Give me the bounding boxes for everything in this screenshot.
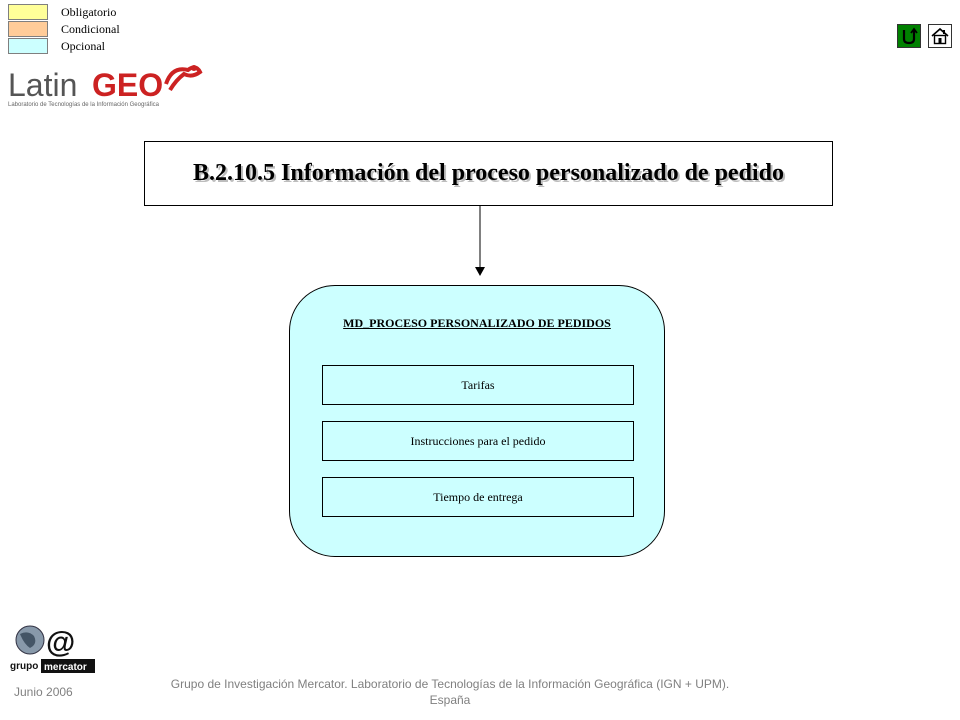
legend-swatch-condicional <box>8 21 48 37</box>
legend-label-condicional: Condicional <box>61 22 120 36</box>
attribute-tarifas[interactable]: Tarifas <box>322 365 634 405</box>
svg-text:grupo: grupo <box>10 661 39 672</box>
legend-swatch-opcional <box>8 38 48 54</box>
attribute-instrucciones-pedido[interactable]: Instrucciones para el pedido <box>322 421 634 461</box>
footer-date: Junio 2006 <box>14 685 73 699</box>
legend-label-obligatorio: Obligatorio <box>61 5 117 19</box>
back-button[interactable] <box>897 24 921 48</box>
footer-credits <box>110 676 790 708</box>
entity-title: MD_PROCESO PERSONALIZADO DE PEDIDOS <box>343 316 611 330</box>
entity-md-proceso-personalizado <box>289 285 665 557</box>
attribute-tiempo-entrega[interactable]: Tiempo de entrega <box>322 477 634 517</box>
svg-text:GEO: GEO <box>92 67 164 103</box>
svg-text:@: @ <box>46 626 76 659</box>
footer-credits-line2: España <box>429 693 471 707</box>
footer-credits-line1: Grupo de Investigación Mercator. Laboratorio de Tecnologías de la Información Geográfica (IGN + UPM). <box>170 677 730 691</box>
svg-text:Latin: Latin <box>8 67 78 103</box>
svg-text:Laboratorio de Tecnologías de: Laboratorio de Tecnologías de la Información Geográfica <box>8 102 159 108</box>
home-icon <box>930 26 950 46</box>
latingeo-logo <box>6 60 206 112</box>
grupo-mercator-logo <box>8 622 96 676</box>
svg-text:mercator: mercator <box>44 662 87 673</box>
section-title-box <box>144 141 833 206</box>
legend-swatch-obligatorio <box>8 4 48 20</box>
home-button[interactable] <box>928 24 952 48</box>
u-turn-icon <box>899 26 919 46</box>
legend-label-opcional: Opcional <box>61 39 105 53</box>
page-title: B.2.10.5 Información del proceso personalizado de pedido <box>193 160 784 186</box>
